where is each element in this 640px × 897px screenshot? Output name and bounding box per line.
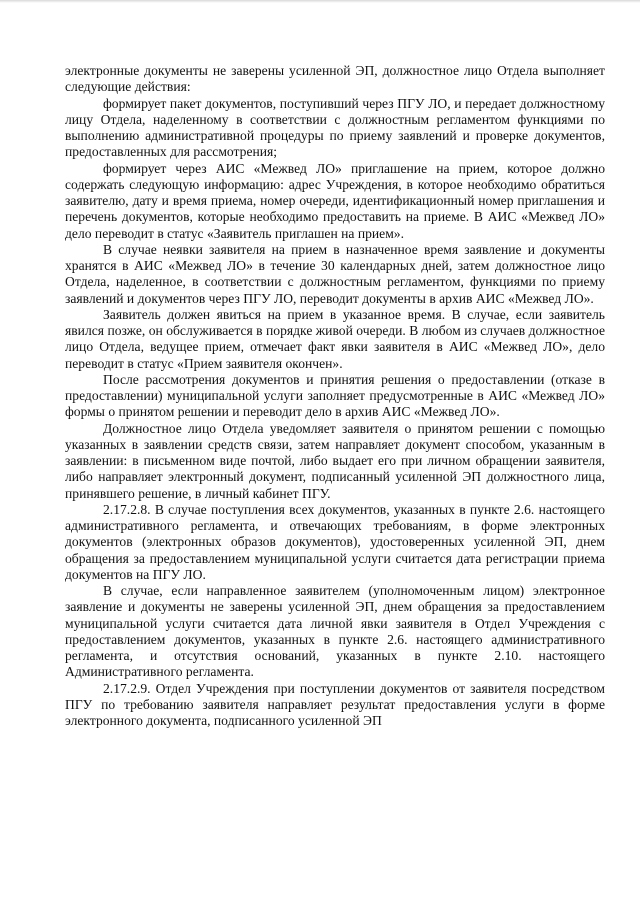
paragraph-9: В случае, если направленное заявителем (уполномоченным лицом) электронное заявление и документы не заверены усиленной ЭП, днем обращения за предоставлением муниципальной услуги считается дата личной явки заявителя в Отдел Учреждения с предоставлением документов, указанных в пункте 2.6. настоящего административного регламента, и отсутствия оснований, указанных в пункте 2.10. настоящего Административного регламента. <box>65 583 605 680</box>
paragraph-1: электронные документы не заверены усиленной ЭП, должностное лицо Отдела выполняет следующие действия: <box>65 63 605 95</box>
paragraph-4: В случае неявки заявителя на прием в назначенное время заявление и документы хранятся в АИС «Межвед ЛО» в течение 30 календарных дней, затем должностное лицо Отдела, наделенное, в соответствии с должностным регламентом, функциями по приему заявлений и документов через ПГУ ЛО, переводит документы в архив АИС «Межвед ЛО». <box>65 241 605 306</box>
paragraph-5: Заявитель должен явиться на прием в указанное время. В случае, если заявитель явился позже, он обслуживается в порядке живой очереди. В любом из случаев должностное лицо Отдела, ведущее прием, отмечает факт явки заявителя в АИС «Межвед ЛО», дело переводит в статус «Прием заявителя окончен». <box>65 306 605 371</box>
scan-edge <box>0 0 640 3</box>
paragraph-7: Должностное лицо Отдела уведомляет заявителя о принятом решении с помощью указанных в заявлении средств связи, затем направляет документ способом, указанным в заявлении: в письменном виде почтой, либо выдает его при личном обращении заявителя, либо направляет электронный документ, подписанный усиленной ЭП должностного лица, принявшего решение, в личный кабинет ПГУ. <box>65 420 605 501</box>
paragraph-2: формирует пакет документов, поступивший через ПГУ ЛО, и передает должностному лицу Отдела, наделенному в соответствии с должностным регламентом функциями по выполнению административной процедуры по приему заявлений и проверке документов, предоставленных для рассмотрения; <box>65 95 605 160</box>
paragraph-8: 2.17.2.8. В случае поступления всех документов, указанных в пункте 2.6. настоящего административного регламента, и отвечающих требованиям, в форме электронных документов (электронных образов документов), удостоверенных усиленной ЭП, днем обращения за предоставлением муниципальной услуги считается дата регистрации приема документов на ПГУ ЛО. <box>65 501 605 582</box>
paragraph-10: 2.17.2.9. Отдел Учреждения при поступлении документов от заявителя посредством ПГУ по требованию заявителя направляет результат предоставления услуги в форме электронного документа, подписанного усиленной ЭП <box>65 680 605 728</box>
paragraph-3: формирует через АИС «Межвед ЛО» приглашение на прием, которое должно содержать следующую информацию: адрес Учреждения, в которое необходимо обратиться заявителю, дату и время приема, номер очереди, идентификационный номер приглашения и перечень документов, которые необходимо предоставить на приеме. В АИС «Межвед ЛО» дело переводит в статус «Заявитель приглашен на прием». <box>65 160 605 241</box>
paragraph-6: После рассмотрения документов и принятия решения о предоставлении (отказе в предоставлении) муниципальной услуги заполняет предусмотренные в АИС «Межвед ЛО» формы о принятом решении и переводит дело в архив АИС «Межвед ЛО». <box>65 371 605 420</box>
